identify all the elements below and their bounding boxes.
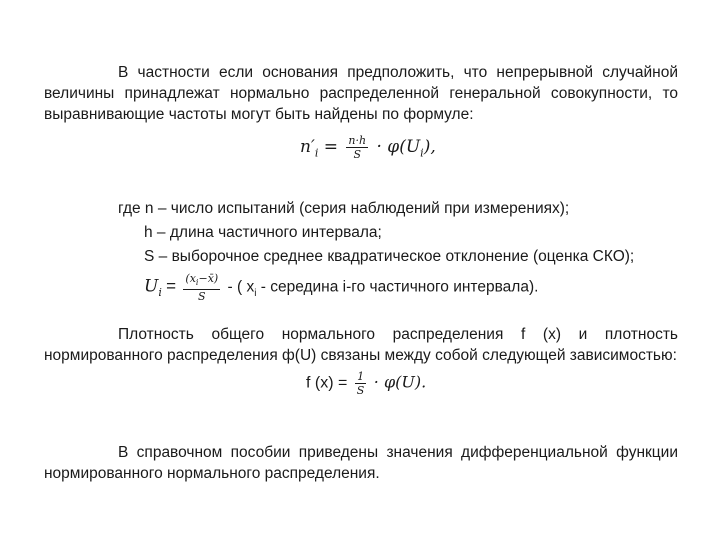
intro-paragraph: В частности если основания предположить, что непрерывной случайной величины принадлежат нормально распределенной генеральной совокупности, то выравнивающие частоты могут быть найдены по формуле: [44,63,678,123]
formula2-lhs: f (x) = [306,374,348,392]
formula1-eq: = [323,137,338,157]
ui-text-tail: - середина i-го частичного интервала). [256,278,539,296]
definition-n: где n – число испытаний (серия наблюдений при измерениях); [118,200,570,217]
ui-num-mid: − [198,272,208,285]
ui-num-open: (x [185,272,196,285]
definition-ui [144,272,538,304]
formula1-rhs-sub: i [420,146,424,160]
formula2-numerator: 1 [355,370,367,384]
closing-paragraph: В справочном пособии приведены значения дифференциальной функции нормированного нормального распределения. [44,443,678,482]
ui-lhs: U [144,276,159,297]
formula1-lhs-sub: i [314,146,319,160]
ui-lhs-sub: i [158,285,162,299]
formula1-fraction [346,134,368,161]
formula2-fraction [355,370,367,397]
ui-num-sub: i [195,278,199,288]
formula2-rhs: · φ(U). [373,372,427,392]
formula-density-relation [306,370,426,397]
formula-expected-frequency [300,134,436,161]
definition-h: h – длина частичного интервала; [144,224,382,241]
ui-text-sub: i [254,287,257,299]
ui-denominator: S [198,290,206,304]
ui-text: - ( x [227,278,255,296]
ui-numerator [183,272,220,290]
ui-fraction [183,272,220,303]
formula1-tail: ), [423,137,436,157]
definition-s: S – выборочное среднее квадратическое отклонение (оценка СКО); [144,248,635,265]
formula1-denominator: S [353,148,362,161]
density-paragraph: Плотность общего нормального распределения f (x) и плотность нормированного распределения ф(U) связаны между собой следующей зависимостью: [44,325,678,364]
formula2-denominator: S [356,384,365,397]
ui-eq: = [166,276,177,296]
formula1-rhs: · φ(U [376,137,421,157]
formula1-numerator: n·h [348,134,367,147]
ui-num-tail: x̄) [207,272,219,285]
formula1-lhs: n′ [300,137,315,157]
